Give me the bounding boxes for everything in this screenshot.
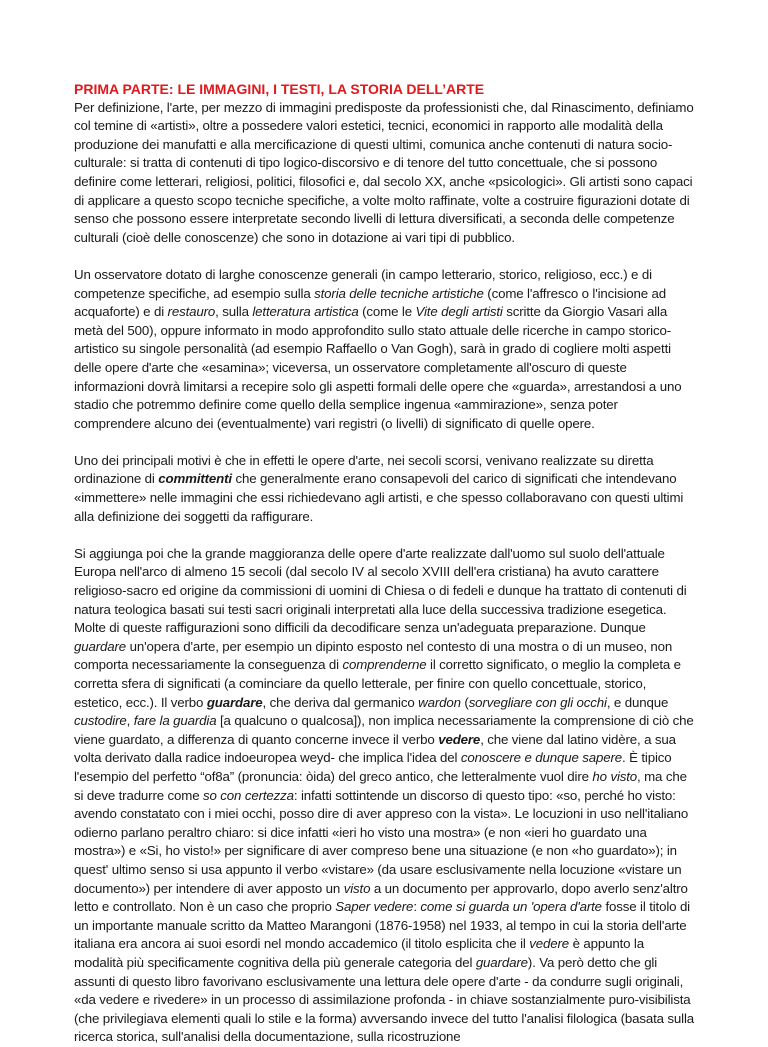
emphasized-text: Vite degli artisti [415, 304, 503, 320]
emphasized-text: so con certezza [203, 787, 294, 803]
text-run: un'opera d'arte, per esempio un dipinto esposto nel contesto di una mostra o di un museo, non comporta necessariamente la conseguenza di [74, 638, 673, 673]
document-body [74, 80, 696, 1047]
emphasized-text: fare la guardia [133, 713, 217, 729]
text-run: : infatti sottintende un discorso di questo tipo: «so, perché ho visto: avendo constatato con i miei occhi, posso dire di aver appreso con la vista». Le locuzioni in uso nell'italiano odierno parlano peraltro chiaro: si dice infatti «ieri ho visto una mostra» (e non «ieri ho guardato una mostra») e «Si, ho visto!» per significare di aver compreso bene una situazione (e non «ho guardato»); in quest' ultimo senso si usa appunto il verbo «vistare» (da usare esclusivamente nella locuzione «vistare un documento») per intendere di aver apposto un [74, 787, 689, 896]
text-run: fosse il titolo di un importante manuale scritto da Matteo Marangoni (1876-1958) nel 1933, al tempo in cui la storia dell'arte italiana era ancora ai suoi esordi nel mondo accademico (il titolo esplicita che il [74, 899, 690, 952]
emphasized-text: storia delle tecniche artistiche [314, 285, 484, 301]
emphasized-text: letteratura artistica [252, 304, 359, 320]
emphasized-text: guardare [475, 954, 528, 970]
text-run: che generalmente erano consapevoli del carico di significati che intendevano «immettere» nelle immagini che essi richiedevano agli artisti, e che spesso collaboravano con questi ultimi alla definizione dei soggetti da raffigurare. [74, 471, 684, 524]
emphasized-text: vedere [529, 936, 570, 952]
text-run: scritte da Giorgio Vasari alla metà del 500), oppure informato in modo approfondito sullo stato attuale delle ricerche in campo storico-artistico su singole personalità (ad esempio Raffaello o Van Gogh), sarà in grado di cogliere molti aspetti delle opere d'arte che «esamina»; viceversa, un osservatore completamente all'oscuro di queste informazioni dovrà limitarsi a recepire solo gli aspetti formali delle opere che «guarda», arrestandosi a uno stadio che potremmo definire come quello della semplice ingenua «ammirazione», senza poter comprendere alcuno dei (eventualmente) vari registri (o livelli) di significato di quelle opere. [74, 304, 682, 431]
emphasized-text: visto [343, 880, 371, 896]
emphasized-text: guardare [74, 638, 127, 654]
text-run: . È tipico l'esempio del perfetto “of8a” (pronuncia: òida) del greco antico, che letteralmente vuol dire [74, 750, 672, 784]
text-run: Si aggiunga poi che la grande maggioranza delle opere d'arte realizzate dall'uomo sul suolo dell'attuale Europa nell'arco di almeno 15 secoli (dal secolo IV al secolo XVIII dell'era cristiana) ha avuto carattere religioso-sacro ed origine da commissioni di uomini di Chiesa o di fedeli e dunque ha trattato di contenuti di natura teologica basati sui testi sacri originali interpretati alla luce della successiva tradizione esegetica. Molte di queste raffigurazioni sono difficili da decodificare senza un'adeguata preparazione. Dunque [74, 545, 687, 636]
text-run: , che viene dal latino vidère, a sua volta derivato dalla radice indoeuropea weyd- che implica l'idea del [74, 731, 676, 766]
text-run: , e dunque [606, 694, 669, 710]
text-run: a un documento per approvarlo, dopo averlo senz'altro letto e controllato. Non è un caso che proprio [74, 880, 688, 915]
emphasized-text: come si guarda un 'opera d'arte [420, 899, 602, 915]
emphasized-text: comprenderne [342, 657, 427, 673]
text-run: Per definizione, l'arte, per mezzo di immagini predisposte da professionisti che, dal Rinascimento, definiamo col temine di «artisti», oltre a possedere valori estetici, tecnici, economici in rapporto alle modalità della produzione dei manufatti e alla mercificazione di questi ultimi, comunica anche contenuti di natura socio-culturale: si tratta di contenuti di tipo logico-discorsivo e di tenore del tutto concettuale, che si possono definire come letterari, religiosi, politici, filosofici e, dal secolo XX, anche «psicologici». Gli artisti sono capaci di applicare a questo scopo tecniche specifiche, a volte molto raffinate, volte a costruire figurazioni dotate di senso che possono essere interpretate secondo livelli di lettura diversificati, a seconda delle competenze culturali (cioè delle conoscenze) che sono in dotazione ai vari tipi di pubblico. [74, 99, 694, 245]
text-run: Uno dei principali motivi è che in effetti le opere d'arte, nei secoli scorsi, venivano realizzate su diretta ordinazione di [74, 452, 654, 487]
text-run: (come l'affresco o l'incisione ad acquaforte) e di [74, 285, 667, 320]
paragraph-1 [74, 99, 696, 248]
emphasized-text: ho visto [592, 768, 638, 784]
emphasized-text: guardare [206, 694, 263, 710]
text-run: ( [460, 694, 469, 710]
text-run: ). Va però detto che gli assunti di questo libro favorivano esclusivamente una lettura dele opere d'arte - da condurre sugli originali, «da vedere e rivedere» in un processo di assimilazione profonda - in chiave sostanzialmente puro-visibilista (che privilegiava elementi quali lo stile e la forma) avversando invece del tutto l'analisi filologica (basata sulla ricerca storica, sull'analisi della documentazione, sulla ricostruzione [74, 954, 695, 1045]
paragraph-4 [74, 545, 696, 1047]
emphasized-text: conoscere e dunque sapere [460, 750, 623, 766]
text-run: Un osservatore dotato di larghe conoscenze generali (in campo letterario, storico, religioso, ecc.) e di competenze specifiche, ad esempio sulla [74, 266, 652, 301]
paragraph-2 [74, 266, 696, 433]
text-run: (come le [358, 304, 416, 320]
emphasized-text: vedere [438, 731, 481, 747]
emphasized-text: restauro [167, 304, 216, 320]
text-run: è appunto la modalità più specificamente cognitiva della più generale categoria del [74, 936, 644, 970]
emphasized-text: sorvegliare con gli occhi [468, 694, 607, 710]
text-run: [a qualcuno o qualcosa]), non implica necessariamente la comprensione di ciò che viene guardato, a differenza di quanto concerne invece il verbo [74, 713, 694, 747]
paragraph-3 [74, 452, 696, 526]
text-run: , che deriva dal germanico [262, 694, 419, 710]
emphasized-text: Saper vedere [335, 899, 414, 915]
emphasized-text: committenti [158, 471, 232, 487]
section-heading: PRIMA PARTE: LE IMMAGINI, I TESTI, LA STORIA DELL’ARTE [74, 81, 485, 97]
text-run: , ma che si deve tradurre come [74, 768, 687, 803]
emphasized-text: custodire [74, 713, 127, 729]
emphasized-text: wardon [418, 694, 461, 710]
text-run: , sulla [215, 304, 253, 320]
text-run: il corretto significato, o meglio la completa e corretta sfera di significati (a cominciare da quello letterale, per finire con quello concettuale, storico, estetico, ecc.). Il verbo [74, 657, 681, 710]
text-run: : [413, 899, 421, 915]
text-run: , [126, 713, 134, 729]
